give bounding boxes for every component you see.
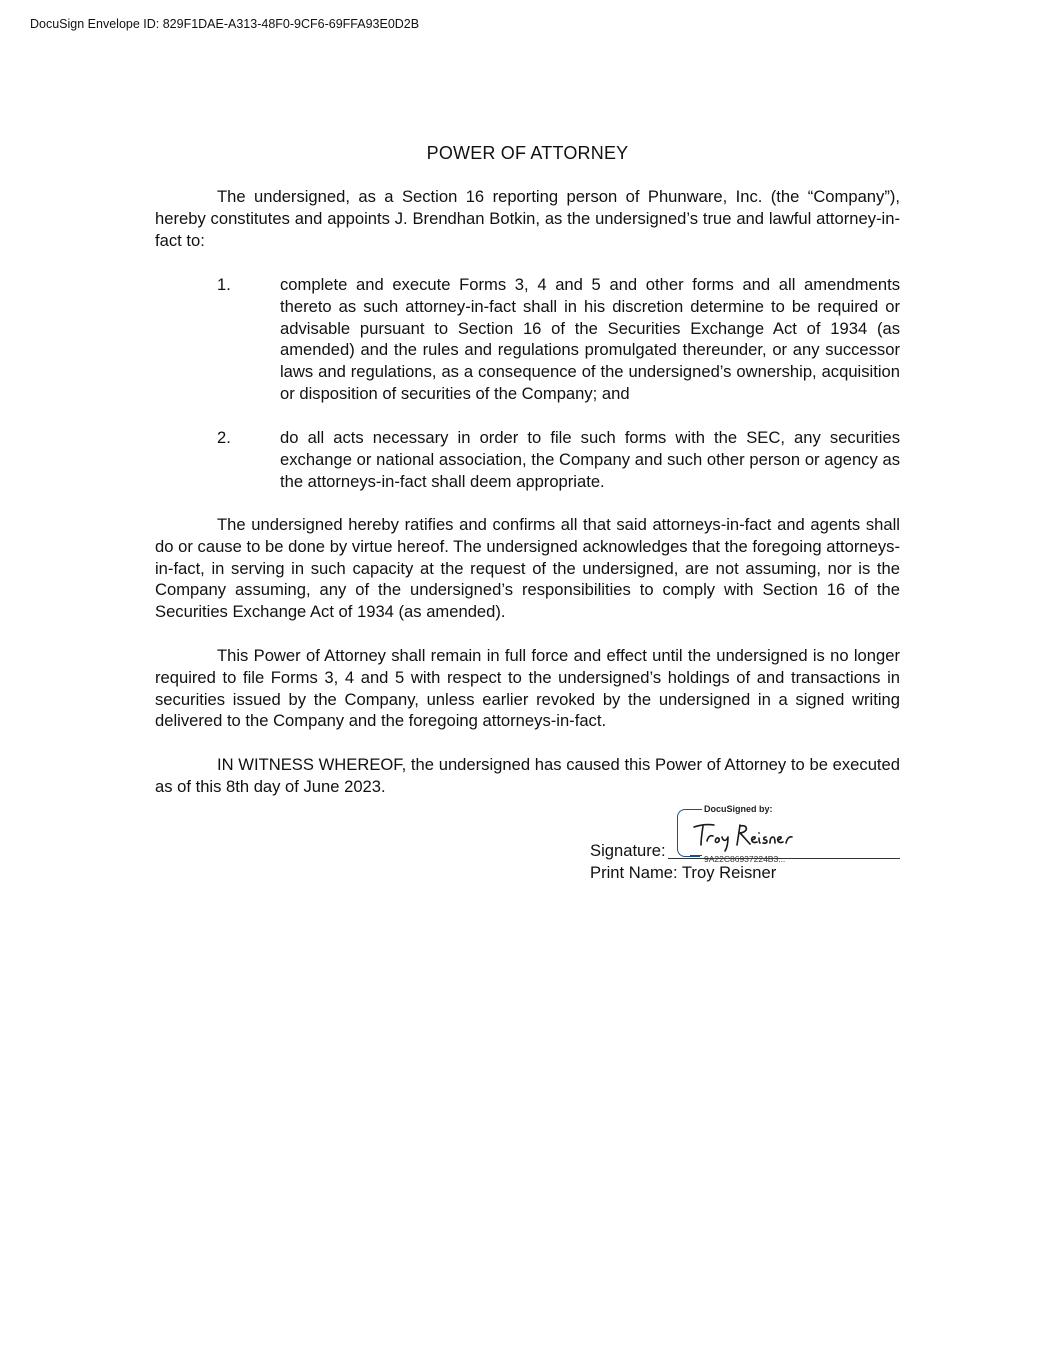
document-title: POWER OF ATTORNEY [426,143,629,163]
witness-paragraph-block [155,754,900,798]
duration-paragraph: This Power of Attorney shall remain in full force and effect until the undersigned is no longer required to file Forms 3, 4 and 5 with respect to the undersigned’s holdings of and transactions in securities issued by the Company, unless earlier revoked by the undersigned in a signed writing delivered to the Company and the foregoing attorneys-in-fact. [155,646,900,731]
docusign-bracket-bottom [690,855,702,856]
envelope-id: DocuSign Envelope ID: 829F1DAE-A313-48F0-9CF6-69FFA93E0D2B [30,17,420,31]
signature-block [590,805,910,895]
witness-paragraph: IN WITNESS WHEREOF, the undersigned has caused this Power of Attorney to be executed as of this 8th day of June 2023. [155,755,900,796]
intro-paragraph: The undersigned, as a Section 16 reporting person of Phunware, Inc. (the “Company”), hereby constitutes and appoints J. Brendhan Botkin, as the undersigned’s true and lawful attorney-in-fact to: [155,187,900,250]
handwritten-signature [690,817,800,853]
list-item-text: complete and execute Forms 3, 4 and 5 and other forms and all amendments thereto as such attorney-in-fact shall in his discretion determine to be required or advisable pursuant to Section 16 of the Securities Exchange Act of 1934 (as amended) and the rules and regulations promulgated thereunder, or any successor laws and regulations, as a consequence of the undersigned’s ownership, acquisition or disposition of securities of the Company; and [280,275,900,403]
docusign-bracket-top [690,809,702,810]
docusigned-by-label: DocuSigned by: [704,804,773,814]
signature-label: Signature: [590,841,666,860]
duration-paragraph-block [155,645,900,732]
list-item-text: do all acts necessary in order to file such forms with the SEC, any securities exchange or national association, the Company and such other person or agency as the attorneys-in-fact shall deem appropriate. [280,428,900,491]
list-item-number: 1. [217,275,231,294]
ratification-paragraph-block [155,514,900,623]
intro-paragraph-block [155,186,900,251]
list-item-number: 2. [217,428,231,447]
ratification-paragraph: The undersigned hereby ratifies and confirms all that said attorneys-in-fact and agents shall do or cause to be done by virtue hereof. The undersigned acknowledges that the foregoing attorneys-in-fact, in serving in such capacity at the request of the undersigned, are not assuming, nor is the Company assuming, any of the undersigned’s responsibilities to comply with Section 16 of the Securities Exchange Act of 1934 (as amended). [155,515,900,622]
signature-hash: 9A22C86937224B3... [704,854,786,864]
print-name: Print Name: Troy Reisner [590,863,777,882]
